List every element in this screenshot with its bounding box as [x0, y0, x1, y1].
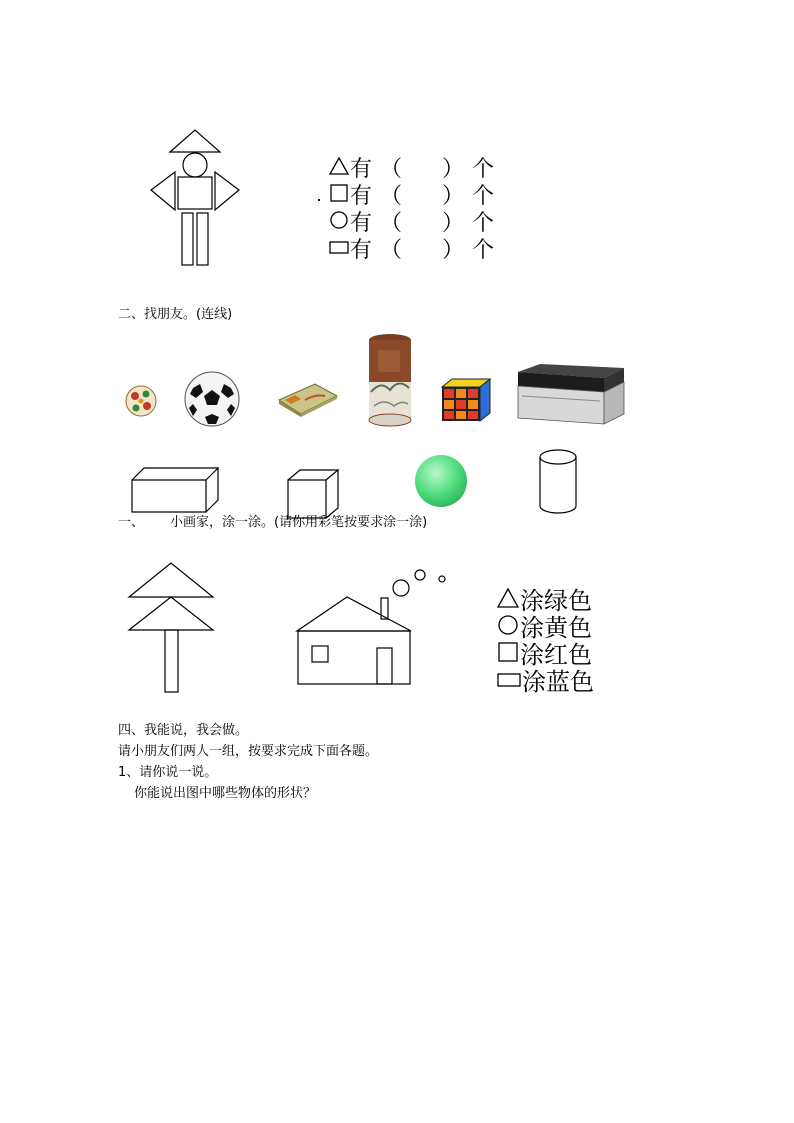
paint-row-rectangle: 涂蓝色 — [496, 668, 594, 696]
stray-dot — [318, 199, 320, 201]
count-row-square: 有 （ ） 个 — [328, 183, 494, 210]
cylinder-shape[interactable] — [536, 448, 580, 516]
count-row-triangle: 有 （ ） 个 — [328, 156, 494, 183]
cube-shape[interactable] — [286, 468, 340, 520]
rectangle-icon — [328, 237, 350, 257]
section-4-instruction: 请小朋友们两人一组，按要求完成下面各题。 — [118, 744, 379, 759]
count-row-rectangle: 有 （ ） 个 — [328, 237, 494, 264]
paint-row-circle: 涂黄色 — [496, 614, 592, 642]
question-1: 1、请你说一说。 — [118, 765, 218, 780]
count-row-circle: 有 （ ） 个 — [328, 210, 494, 237]
tea-can-image[interactable] — [366, 332, 414, 428]
circle-icon — [496, 614, 520, 636]
square-icon — [328, 183, 350, 203]
shoe-box-image[interactable] — [516, 362, 626, 426]
rectangle-icon — [496, 668, 522, 690]
paint-row-triangle: 涂绿色 — [496, 587, 592, 615]
circle-icon — [328, 210, 350, 230]
triangle-icon — [496, 587, 520, 609]
rubiks-cube-image[interactable] — [440, 377, 492, 423]
shape-robot-figure — [145, 124, 245, 269]
matchbox-image[interactable] — [275, 380, 341, 418]
section-2-title: 二、找朋友。(连线) — [118, 307, 233, 322]
tree-drawing — [126, 560, 216, 696]
section-4-title: 四、我能说，我会做。 — [118, 723, 249, 738]
house-drawing — [294, 566, 454, 688]
sphere-shape[interactable] — [412, 452, 470, 510]
section-3-title: 一、 小画家，涂一涂。(请你用彩笔按要求涂一涂) — [118, 515, 428, 530]
question-1-prompt: 你能说出图中哪些物体的形状？ — [134, 786, 317, 801]
triangle-icon — [328, 156, 350, 176]
soccer-ball-image[interactable] — [183, 370, 241, 428]
cuboid-shape[interactable] — [130, 466, 220, 516]
small-ball-image[interactable] — [124, 384, 158, 418]
square-icon — [496, 641, 520, 663]
paint-row-square: 涂红色 — [496, 641, 592, 669]
